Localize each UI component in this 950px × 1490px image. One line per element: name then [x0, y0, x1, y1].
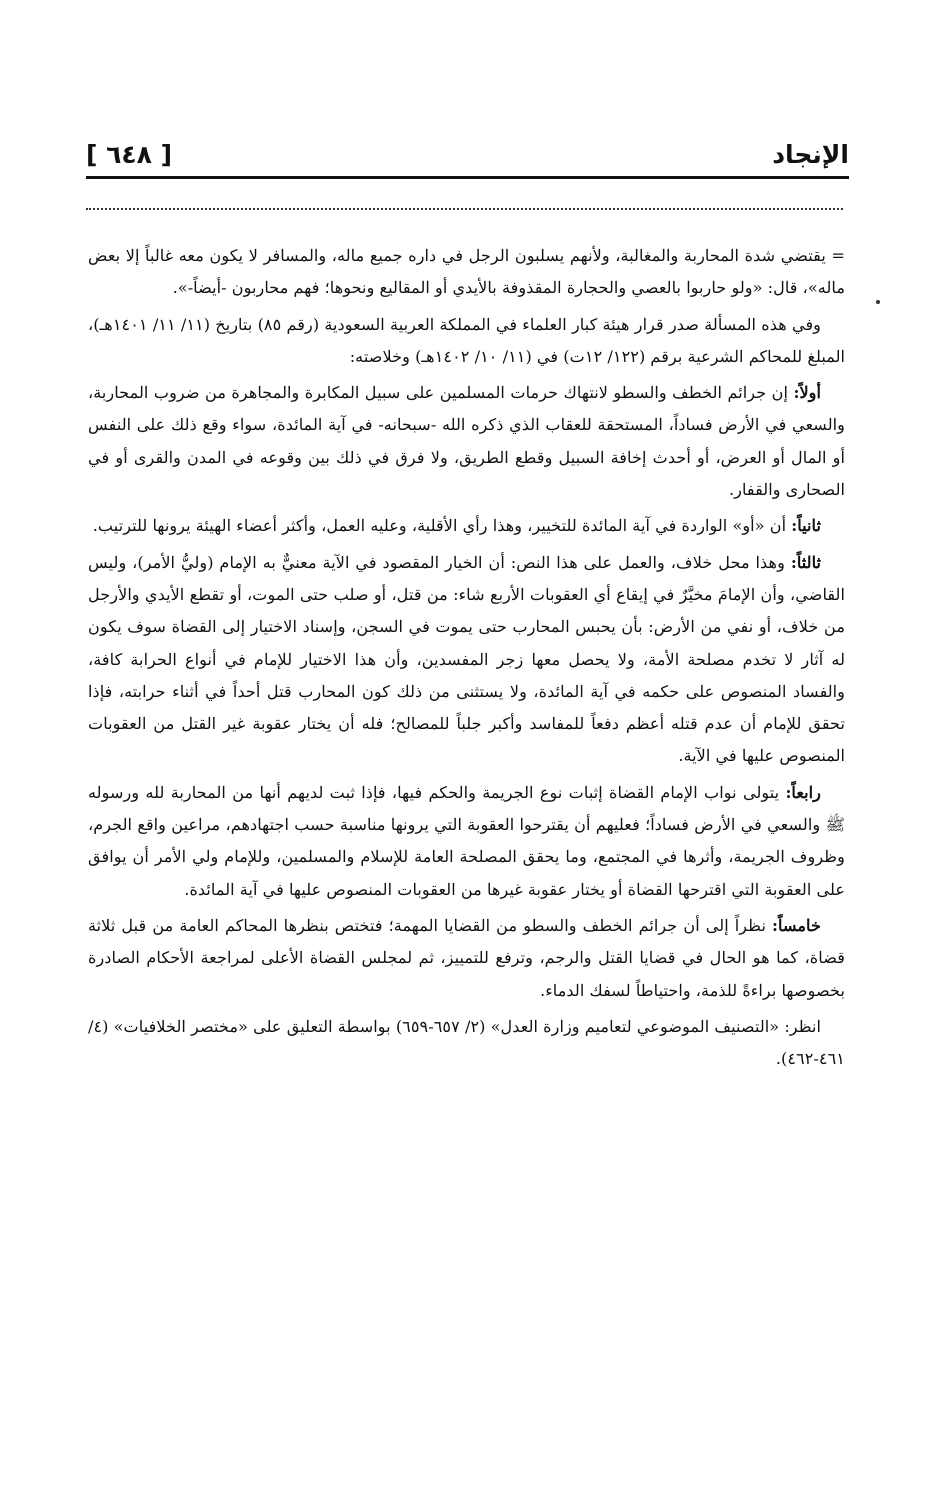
- paragraph-lead: خامساً:: [772, 915, 821, 935]
- paragraph-text: انظر: «التصنيف الموضوعي لتعاميم وزارة العدل» (٢/ ٦٥٧-٦٥٩) بواسطة التعليق على «مختصر الخلافيات» (٤/ ٤٦١-٤٦٢).: [88, 1016, 845, 1069]
- paragraph-text: وهذا محل خلاف، والعمل على هذا النص: أن الخيار المقصود في الآية معنيٌّ به الإمام (وليُّ الأمر)، وليس القاضي، وأن الإمامَ مخيَّرٌ في إيقاع أي العقوبات الأربع شاء: من قتل، أو صلب حتى الموت، أو تقطع الأيدي والأرجل من خلاف، أو نفي من الأرض: بأن يحبس المحارب حتى يموت في السجن، وإسناد الاختيار إلى القضاة سوف يكون له آثار لا تخدم مصلحة الأمة، ولا يحصل معها زجر المفسدين، وأن هذا الاختيار للإمام في أنواع الحرابة كافة، والفساد المنصوص على حكمه في آية المائدة، ولا يستثنى من ذلك كون المحارب قتل أحداً في أثناء حرابته، فإذا تحقق للإمام أن عدم قتله أعظم دفعاً للمفاسد وأكبر جلباً للمصالح؛ فله أن يختار عقوبة غير القتل من العقوبات المنصوص عليها في الآية.: [88, 552, 845, 766]
- paragraph-fifth: [88, 910, 845, 1007]
- paragraph-decision-intro: [88, 309, 845, 374]
- paragraph-text: نظراً إلى أن جرائم الخطف والسطو من القضايا المهمة؛ فتختص بنظرها المحاكم العامة من قبل ثلاثة قضاة، كما هو الحال في قضايا القتل والرجم، وترفع للتمييز، ثم لمجلس القضاة الأعلى لمراجعة الأحكام الصادرة بخصوصها براءةً للذمة، واحتياطاً لسفك الدماء.: [88, 915, 845, 1000]
- paragraph-fourth: [88, 777, 845, 906]
- running-title: الإنجاد: [772, 140, 849, 169]
- margin-mark: [876, 300, 880, 304]
- page-header: [86, 136, 849, 174]
- paragraph-text: يتولى نواب الإمام القضاة إثبات نوع الجريمة والحكم فيها، فإذا ثبت لديهم أنها من المحاربة لله ورسوله ﷺ والسعي في الأرض فساداً؛ فعليهم أن يقترحوا العقوبة التي يرونها مناسبة حسب اجتهادهم، مراعين واقع الجرم، وظروف الجريمة، وأثرها في المجتمع، وما يحقق المصلحة العامة للإسلام والمسلمين، وللإمام ولي الأمر أن يوافق على العقوبة التي اقترحها القضاة أو يختار عقوبة غيرها من العقوبات المنصوص عليها في آية المائدة.: [88, 782, 845, 899]
- paragraph-first: [88, 377, 845, 506]
- footnote-body: [88, 240, 845, 1079]
- paragraph-text: أن «أو» الواردة في آية المائدة للتخيير، وهذا رأي الأقلية، وعليه العمل، وأكثر أعضاء الهيئة يرونها للترتيب.: [92, 516, 787, 536]
- paragraph-lead: ثالثاً:: [790, 552, 822, 572]
- paragraph-text: إن جرائم الخطف والسطو لانتهاك حرمات المسلمين على سبيل المكابرة والمجاهرة من ضروب المحاربة، والسعي في الأرض فساداً، المستحقة للعقاب الذي ذكره الله -سبحانه- في آية المائدة، سواء وقع ذلك على النفس أو المال أو العرض، أو أحدث إخافة السبيل وقطع الطريق، ولا فرق في ذلك بين وقوعه في المدن والقرى أو في الصحارى والقفار.: [88, 383, 845, 500]
- page-number: [ ٦٤٨ ]: [86, 140, 173, 169]
- paragraph-text: وفي هذه المسألة صدر قرار هيئة كبار العلماء في المملكة العربية السعودية (رقم ٨٥) بتاريخ (١١/ ١١/ ١٤٠١هـ)، المبلغ للمحاكم الشرعية برقم (١٢٢/ ١٢ت) في (١١/ ١٠/ ١٤٠٢هـ) وخلاصته:: [88, 314, 845, 366]
- paragraph-reference: [88, 1011, 845, 1076]
- paragraph-lead: ثانياً:: [791, 516, 821, 536]
- dotted-separator: [86, 208, 843, 210]
- paragraph-third: [88, 547, 845, 773]
- paragraph-second: [88, 510, 845, 542]
- paragraph-lead: رابعاً:: [785, 782, 821, 802]
- header-rule: [86, 176, 849, 179]
- paragraph-continuation: [88, 240, 845, 305]
- paragraph-lead: أولاً:: [793, 383, 821, 403]
- paragraph-text: = يقتضي شدة المحاربة والمغالبة، ولأنهم يسلبون الرجل في داره جميع ماله، والمسافر لا يكون معه غالباً إلا بعض ماله»، قال: «ولو حاربوا بالعصي والحجارة المقذوفة بالأيدي أو المقاليع ونحوها؛ فهم محاربون -أيضاً-».: [88, 246, 845, 298]
